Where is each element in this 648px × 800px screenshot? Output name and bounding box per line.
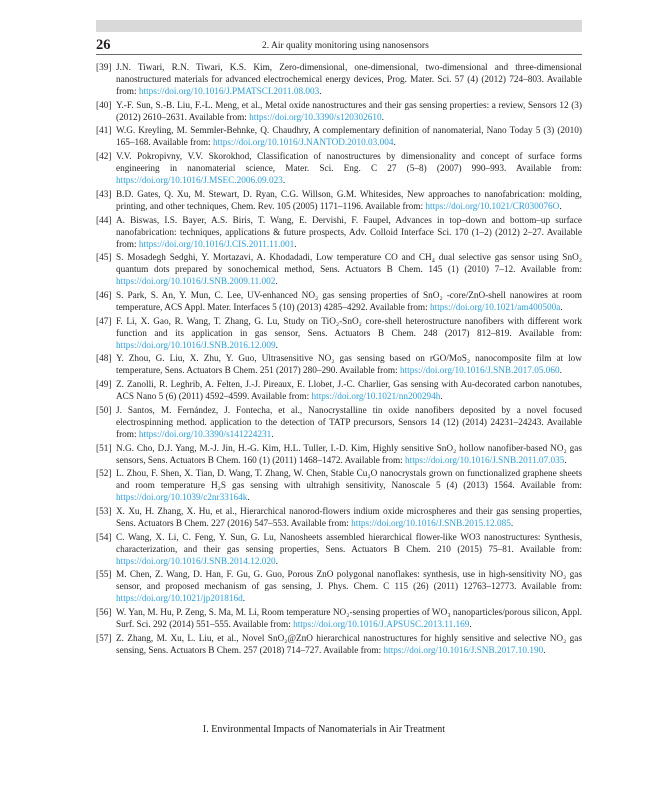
reference-tail: . bbox=[282, 176, 286, 187]
reference-doi-link[interactable]: https://doi.org/10.1021/am400500a bbox=[430, 303, 561, 314]
reference-text: X. Xu, H. Zhang, X. Hu, et al., Hierarchical nanorod-flowers indium oxide microspheres and their gas sensing properties, Sens. Actuators B Chem. 227 (2016) 547–553. Available from: bbox=[116, 506, 582, 529]
reference-text: W. Yan, M. Hu, P. Zeng, S. Ma, M. Li, Room temperature NO₂-sensing properties of WO₃ nanoparticles/porous silicon, Appl. Surf. Sci. 292 (2014) 551–555. Available from: bbox=[116, 608, 582, 631]
reference-doi-link[interactable]: https://doi.org/10.1016/J.SNB.2014.12.020 bbox=[116, 556, 276, 567]
reference-item bbox=[96, 506, 582, 530]
reference-doi-link[interactable]: https://doi.org/10.1016/J.SNB.2011.07.035 bbox=[405, 455, 565, 466]
reference-doi-link[interactable]: https://doi.org/10.1016/J.CIS.2011.11.001 bbox=[138, 239, 295, 250]
reference-tail: . bbox=[510, 519, 514, 529]
reference-item bbox=[96, 633, 582, 657]
reference-tail: . bbox=[275, 340, 278, 351]
reference-number: [50] bbox=[96, 405, 112, 416]
reference-doi-link[interactable]: https://doi.org/10.1016/J.SNB.2016.12.009 bbox=[116, 340, 276, 351]
reference-item bbox=[96, 443, 582, 467]
reference-doi-link[interactable]: https://doi.org/10.1016/J.PMATSCI.2011.08.003 bbox=[138, 87, 320, 98]
reference-text: J.N. Tiwari, R.N. Tiwari, K.S. Kim, Zero-dimensional, one-dimensional, two-dimensional and three-dimensional nanostructured materials for advanced electrochemical energy devices, Prog. Mater. Sci. 57 (4) (2012) 724–803. Available from: bbox=[116, 63, 582, 98]
reference-doi-link[interactable]: https://doi.org/10.1021/jp201816d bbox=[116, 594, 243, 605]
reference-number: [56] bbox=[96, 608, 112, 619]
reference-tail: . bbox=[469, 620, 472, 631]
reference-number: [45] bbox=[96, 253, 112, 264]
reference-number: [52] bbox=[96, 469, 112, 480]
reference-number: [43] bbox=[96, 189, 112, 200]
reference-number: [41] bbox=[96, 126, 112, 137]
reference-item bbox=[96, 607, 582, 631]
reference-doi-link[interactable]: https://doi.org/10.1021/nn200294h bbox=[311, 392, 441, 403]
reference-item bbox=[96, 252, 582, 288]
reference-tail: . bbox=[275, 277, 278, 288]
reference-text: C. Wang, X. Li, C. Feng, Y. Sun, G. Lu, Nanosheets assembled hierarchical flower-like WO3 nanostructures: Synthesis, characterization, and their gas sensing properties, Sens. Actuators B Chem. 210 (2015) 75–81. Available from: bbox=[116, 532, 582, 555]
reference-number: [47] bbox=[96, 316, 112, 327]
reference-number: [48] bbox=[96, 354, 112, 365]
reference-doi-link[interactable]: https://doi.org/10.3390/s141224231 bbox=[138, 429, 272, 440]
header-bar bbox=[96, 20, 582, 32]
reference-text: L. Zhou, F. Shen, X. Tian, D. Wang, T. Zhang, W. Chen, Stable Cu₂O nanocrystals grown on functionalized graphene sheets and room temperature H₂S gas sensing with ultrahigh sensitivity, Nanoscale 5 (4) (2013) 1564. Available from: bbox=[116, 469, 582, 492]
reference-item bbox=[96, 215, 582, 251]
reference-text: N.G. Cho, D.J. Yang, M.-J. Jin, H.-G. Kim, H.L. Tuller, I.-D. Kim, Highly sensitive SnO₂ hollow nanofiber-based NO₂ gas sensors, Sens. Actuators B Chem. 160 (1) (2011) 1468–1472. Available from: bbox=[116, 443, 582, 466]
reference-doi-link[interactable]: https://doi.org/10.1039/c2nr33164k bbox=[116, 493, 248, 504]
reference-item bbox=[96, 379, 582, 403]
reference-item bbox=[96, 151, 582, 187]
reference-number: [44] bbox=[96, 215, 112, 226]
reference-tail: . bbox=[543, 645, 546, 656]
running-head: 2. Air quality monitoring using nanosensors bbox=[262, 41, 429, 51]
reference-text: F. Li, X. Gao, R. Wang, T. Zhang, G. Lu, Study on TiO₂-SnO₂ core-shell heterostructure nanofibers with different work function and its application in gas sensor, Sens. Actuators B Chem. 248 (2017) 812–819. Available from: bbox=[116, 316, 582, 339]
reference-tail: . bbox=[271, 429, 274, 440]
reference-item bbox=[96, 62, 582, 98]
reference-doi-link[interactable]: https://doi.org/10.1016/J.SNB.2017.10.190 bbox=[383, 645, 544, 656]
reference-tail: . bbox=[242, 594, 246, 605]
reference-item bbox=[96, 125, 582, 149]
reference-doi-link[interactable]: https://doi.org/10.1016/J.APSUSC.2013.11.169 bbox=[293, 620, 470, 631]
reference-text: S. Park, S. An, Y. Mun, C. Lee, UV-enhanced NO₂ gas sensing properties of SnO₂ -core/ZnO-shell nanowires at room temperature, ACS Appl. Mater. Interfaces 5 (10) (2013) 4285–4292. Available from: bbox=[116, 291, 582, 314]
reference-number: [42] bbox=[96, 152, 112, 163]
page-number: 26 bbox=[96, 37, 111, 53]
reference-item bbox=[96, 100, 582, 124]
reference-list bbox=[96, 62, 582, 658]
reference-doi-link[interactable]: https://doi.org/10.1016/J.SNB.2017.05.060 bbox=[399, 366, 560, 377]
reference-doi-link[interactable]: https://doi.org/10.1016/J.SNB.2015.12.085 bbox=[351, 519, 511, 529]
reference-text: Z. Zhang, M. Xu, L. Liu, et al., Novel SnO₂@ZnO hierarchical nanostructures for highly sensitive and selective NO₂ gas sensing, Sens. Actuators B Chem. 257 (2018) 714–727. Available from: bbox=[116, 633, 582, 656]
reference-item bbox=[96, 468, 582, 504]
reference-tail: . bbox=[564, 455, 567, 466]
reference-item bbox=[96, 189, 582, 213]
reference-number: [39] bbox=[96, 63, 112, 73]
footer-part-title: I. Environmental Impacts of Nanomaterials in Air Treatment bbox=[202, 724, 446, 735]
reference-item bbox=[96, 290, 582, 314]
reference-tail: . bbox=[440, 392, 443, 403]
reference-number: [49] bbox=[96, 380, 112, 391]
reference-text: W.G. Kreyling, M. Semmler-Behnke, Q. Chaudhry, A complementary definition of nanomaterial, Nano Today 5 (3) (2010) 165–168. Available from: bbox=[116, 126, 582, 149]
reference-text: B.D. Gates, Q. Xu, M. Stewart, D. Ryan, C.G. Willson, G.M. Whitesides, New approaches to nanofabrication: molding, printing, and other techniques, Chem. Rev. 105 (2005) 1171–1196. Available from: bbox=[116, 189, 582, 212]
reference-text: S. Mosadegh Sedghi, Y. Mortazavi, A. Khodadadi, Low temperature CO and CH₄ dual selective gas sensor using SnO₂ quantum dots prepared by sonochemical method, Sens. Actuators B Chem. 145 (1) (2010) 7–12. Available from: bbox=[116, 253, 582, 276]
reference-tail: . bbox=[275, 556, 278, 567]
reference-number: [40] bbox=[96, 100, 112, 111]
reference-text: J. Santos, M. Fernández, J. Fontecha, et al., Nanocrystalline tin oxide nanofibers deposited by a novel focused electrospinning method. application to the detection of TATP precursors, Sensors 14 (12) (2014) 24231–24243. Available from: bbox=[116, 405, 582, 440]
reference-item bbox=[96, 569, 582, 605]
reference-text: Z. Zanolli, R. Leghrib, A. Felten, J.-J. Pireaux, E. Llobet, J.-C. Charlier, Gas sensing with Au-decorated carbon nanotubes, ACS Nano 5 (6) (2011) 4592–4599. Available from: bbox=[116, 380, 582, 403]
reference-doi-link[interactable]: https://doi.org/10.3390/s120302610 bbox=[249, 112, 382, 123]
reference-tail: . bbox=[559, 201, 562, 212]
reference-item bbox=[96, 353, 582, 377]
reference-text: Y. Zhou, G. Liu, X. Zhu, Y. Guo, Ultrasensitive NO₂ gas sensing based on rGO/MoS₂ nanocomposite film at low temperature, Sens. Actuators B Chem. 251 (2017) 280–290. Available from: bbox=[116, 354, 582, 377]
reference-tail: . bbox=[393, 138, 396, 149]
reference-item bbox=[96, 532, 582, 568]
reference-number: [55] bbox=[96, 570, 112, 581]
reference-item bbox=[96, 316, 582, 352]
reference-number: [57] bbox=[96, 633, 112, 644]
reference-doi-link[interactable]: https://doi.org/10.1021/CR030076O bbox=[425, 201, 560, 212]
reference-item bbox=[96, 405, 582, 441]
reference-doi-link[interactable]: https://doi.org/10.1016/J.SNB.2009.11.002 bbox=[116, 277, 276, 288]
reference-number: [54] bbox=[96, 532, 112, 543]
reference-number: [46] bbox=[96, 291, 112, 301]
reference-tail: . bbox=[560, 303, 563, 314]
reference-tail: . bbox=[294, 239, 297, 250]
reference-text: V.V. Pokropivny, V.V. Skorokhod, Classification of nanostructures by dimensionality and concept of surface forms engineering in nanomaterial science, Mater. Sci. Eng. C 27 (5–8) (2007) 990–993. Available from: bbox=[116, 152, 582, 175]
reference-tail: . bbox=[247, 493, 250, 504]
reference-text: M. Chen, Z. Wang, D. Han, F. Gu, G. Guo, Porous ZnO polygonal nanoflakes: synthesis, use in high-sensitivity NO₂ gas sensor, and proposed mechanism of gas sensing, J. Phys. Chem. C 115 (26) (2011) 12763–12773. Available from: bbox=[116, 570, 582, 593]
reference-text: A. Biswas, I.S. Bayer, A.S. Biris, T. Wang, E. Dervishi, F. Faupel, Advances in top–down and bottom–up surface nanofabrication: techniques, applications & future prospects, Adv. Colloid Interface Sci. 170 (1–2) (2012) 2–27. Available from: bbox=[116, 215, 582, 250]
header-rule bbox=[96, 54, 582, 55]
reference-tail: . bbox=[381, 112, 384, 123]
reference-doi-link[interactable]: https://doi.org/10.1016/J.MSEC.2006.09.023 bbox=[116, 176, 283, 187]
reference-number: [53] bbox=[96, 506, 112, 517]
reference-number: [51] bbox=[96, 443, 112, 454]
reference-doi-link[interactable]: https://doi.org/10.1016/J.NANTOD.2010.03.004 bbox=[212, 138, 394, 149]
reference-tail: . bbox=[319, 87, 322, 98]
reference-text: Y.-F. Sun, S.-B. Liu, F.-L. Meng, et al., Metal oxide nanostructures and their gas sensing properties: a review, Sensors 12 (3) (2012) 2610–2631. Available from: bbox=[116, 100, 582, 123]
reference-tail: . bbox=[559, 366, 562, 377]
